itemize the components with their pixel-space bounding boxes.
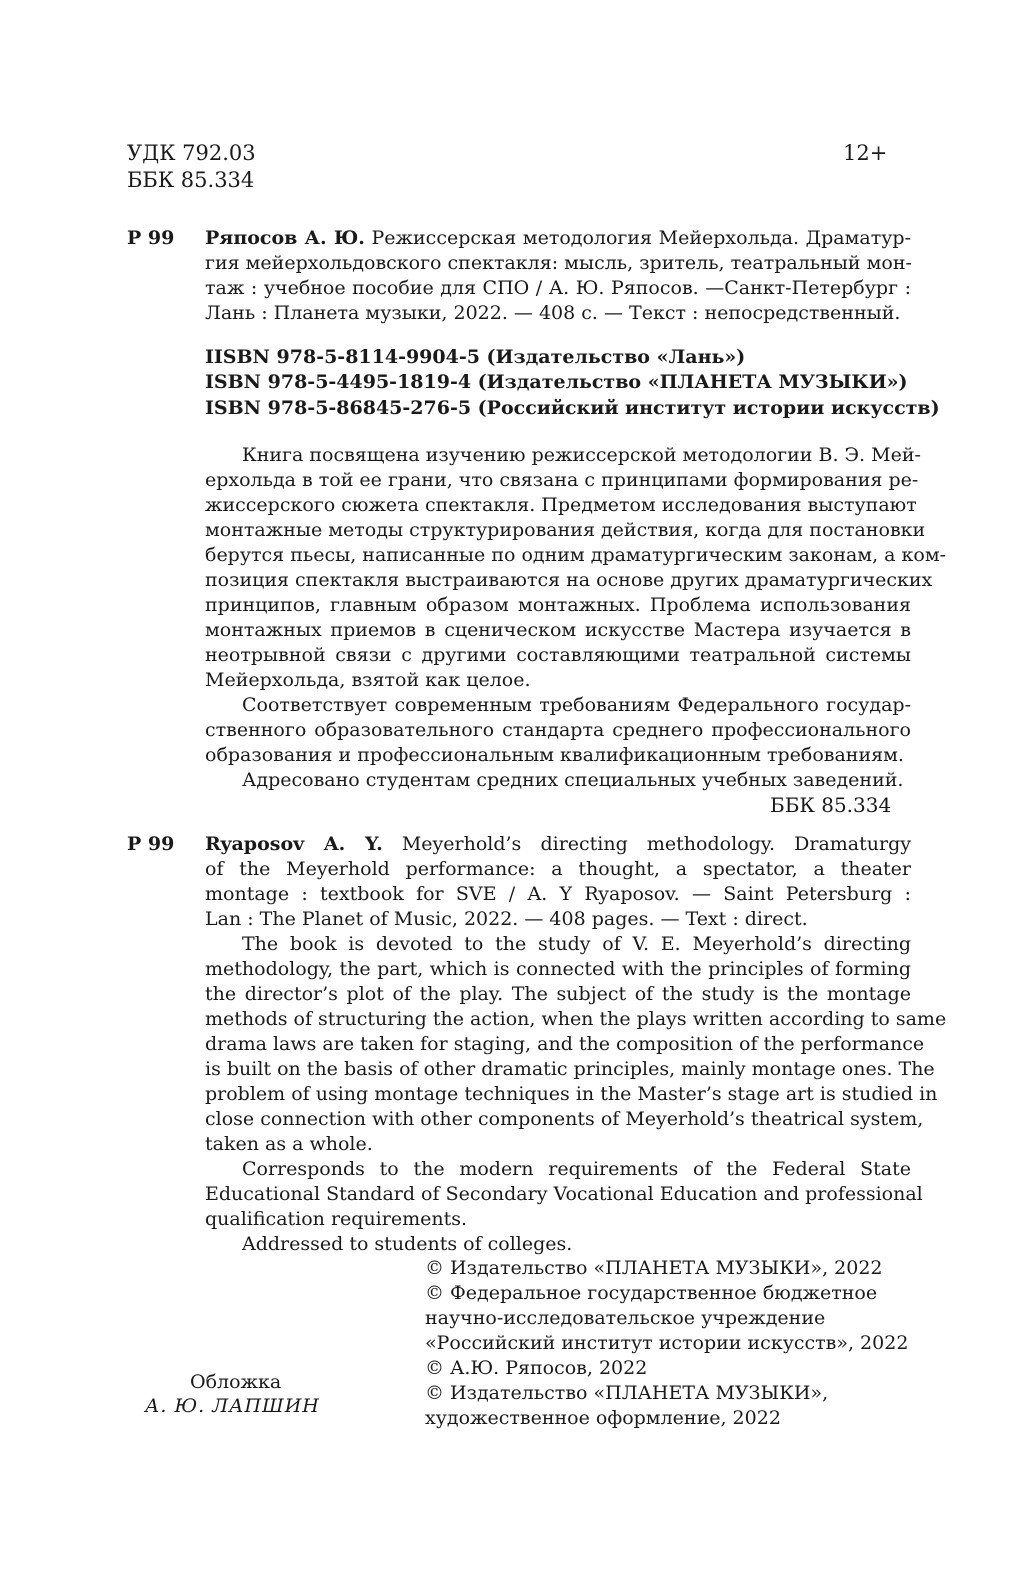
bbk-right: ББК 85.334 <box>770 793 892 817</box>
en-entry-author: Ryaposov A. Y. <box>205 833 383 855</box>
abstract-line: Мейерхольда, взятой как целое. <box>205 669 531 691</box>
ru-entry-line: Ряпосов А. Ю. Режиссерская методология Мейерхольда. Драматур- <box>205 227 911 249</box>
en-entry-line: of the Meyerhold performance: a thought, a spectator, a theater <box>205 858 911 880</box>
en-entry-line: is built on the basis of other dramatic principles, mainly montage ones. The <box>205 1058 935 1080</box>
isbn-institute: ISBN 978-5-86845-276-5 (Российский институт истории искусств) <box>205 397 940 419</box>
en-entry-line: Ryaposov A. Y. Meyerhold’s directing methodology. Dramaturgy <box>205 833 911 855</box>
ru-entry-author: Ряпосов А. Ю. <box>205 227 365 249</box>
copyright-line: © Издательство «ПЛАНЕТА МУЗЫКИ», <box>425 1382 829 1404</box>
copyright-line: «Российский институт истории искусств», 2022 <box>425 1332 909 1354</box>
abstract-line: Книга посвящена изучению режиссерской методологии В. Э. Мей- <box>242 444 921 466</box>
en-entry-line: Educational Standard of Secondary Vocational Education and professional <box>205 1183 923 1205</box>
en-author-mark: Р 99 <box>127 833 175 855</box>
en-entry-line: Corresponds to the modern requirements of the Federal State <box>242 1158 911 1180</box>
ru-entry-line: таж : учебное пособие для СПО / А. Ю. Ряпосов. —Санкт-Петербург : <box>205 277 911 299</box>
en-entry-line: Lan : The Planet of Music, 2022. — 408 pages. — Text : direct. <box>205 908 808 930</box>
abstract-line: берутся пьесы, написанные по одним драматургическим законам, а ком- <box>205 544 947 566</box>
en-entry-line: Addressed to students of colleges. <box>242 1233 573 1255</box>
age-rating: 12+ <box>843 141 888 165</box>
en-entry-line: close connection with other components of Meyerhold’s theatrical system, <box>205 1108 924 1130</box>
abstract-line: ственного образовательного стандарта среднего профессионального <box>205 719 911 741</box>
copyright-line: © Издательство «ПЛАНЕТА МУЗЫКИ», 2022 <box>425 1257 883 1279</box>
en-entry-line: problem of using montage techniques in the Master’s stage art is studied in <box>205 1083 938 1105</box>
abstract-line: Адресовано студентам средних специальных учебных заведений. <box>242 769 904 791</box>
en-entry-line: qualification requirements. <box>205 1208 468 1230</box>
udk-code: УДК 792.03 <box>127 141 256 165</box>
abstract-line: Соответствует современным требованиям Федерального государ- <box>242 694 911 716</box>
copyright-line: © Федеральное государственное бюджетное <box>425 1282 878 1304</box>
ru-abstract <box>205 443 947 793</box>
abstract-line: неотрывной связи с другими составляющими театральной системы <box>205 644 911 666</box>
en-entry-line: taken as a whole. <box>205 1133 373 1155</box>
en-entry-line: drama laws are taken for staging, and the composition of the performance <box>205 1033 925 1055</box>
ru-author-mark: Р 99 <box>127 227 175 249</box>
cover-artist: А. Ю. ЛАПШИН <box>145 1395 320 1417</box>
copyright-line: научно-исследовательское учреждение <box>425 1307 826 1329</box>
en-bibliographic-entry <box>205 832 947 1257</box>
en-entry-line: The book is devoted to the study of V. E. Meyerhold’s directing <box>242 933 911 955</box>
bbk-code: ББК 85.334 <box>127 168 255 192</box>
abstract-line: позиция спектакля выстраиваются на основе других драматургических <box>205 569 933 591</box>
isbn-planeta: ISBN 978-5-4495-1819-4 (Издательство «ПЛАНЕТА МУЗЫКИ») <box>205 371 908 393</box>
ru-bibliographic-entry <box>205 226 911 326</box>
abstract-line: монтажных приемов в сценическом искусстве Мастера изучается в <box>205 619 911 641</box>
copyright-line: © А.Ю. Ряпосов, 2022 <box>425 1357 648 1379</box>
abstract-line: принципов, главным образом монтажных. Проблема использования <box>205 594 911 616</box>
en-entry-line: methods of structuring the action, when the plays written according to same <box>205 1008 947 1030</box>
abstract-line: образования и профессиональным квалификационным требованиям. <box>205 744 904 766</box>
copyright-line: художественное оформление, 2022 <box>425 1407 781 1429</box>
abstract-line: ерхольда в той ее грани, что связана с принципами формирования ре- <box>205 469 919 491</box>
ru-entry-line: Лань : Планета музыки, 2022. — 408 с. — Текст : непосредственный. <box>205 302 901 324</box>
isbn-lan: IISBN 978-5-8114-9904-5 (Издательство «Лань») <box>205 346 746 368</box>
abstract-line: жиссерского сюжета спектакля. Предметом исследования выступают <box>205 494 917 516</box>
en-entry-line: montage : textbook for SVE / A. Y Ryaposov. — Saint Petersburg : <box>205 883 911 905</box>
en-entry-line: methodology, the part, which is connected with the principles of forming <box>205 958 911 980</box>
cover-label: Обложка <box>190 1371 282 1393</box>
abstract-line: монтажные методы структурирования действия, когда для постановки <box>205 519 926 541</box>
en-entry-line: the director’s plot of the play. The subject of the study is the montage <box>205 983 911 1005</box>
ru-entry-line: гия мейерхольдовского спектакля: мысль, зритель, театральный мон- <box>205 252 912 274</box>
